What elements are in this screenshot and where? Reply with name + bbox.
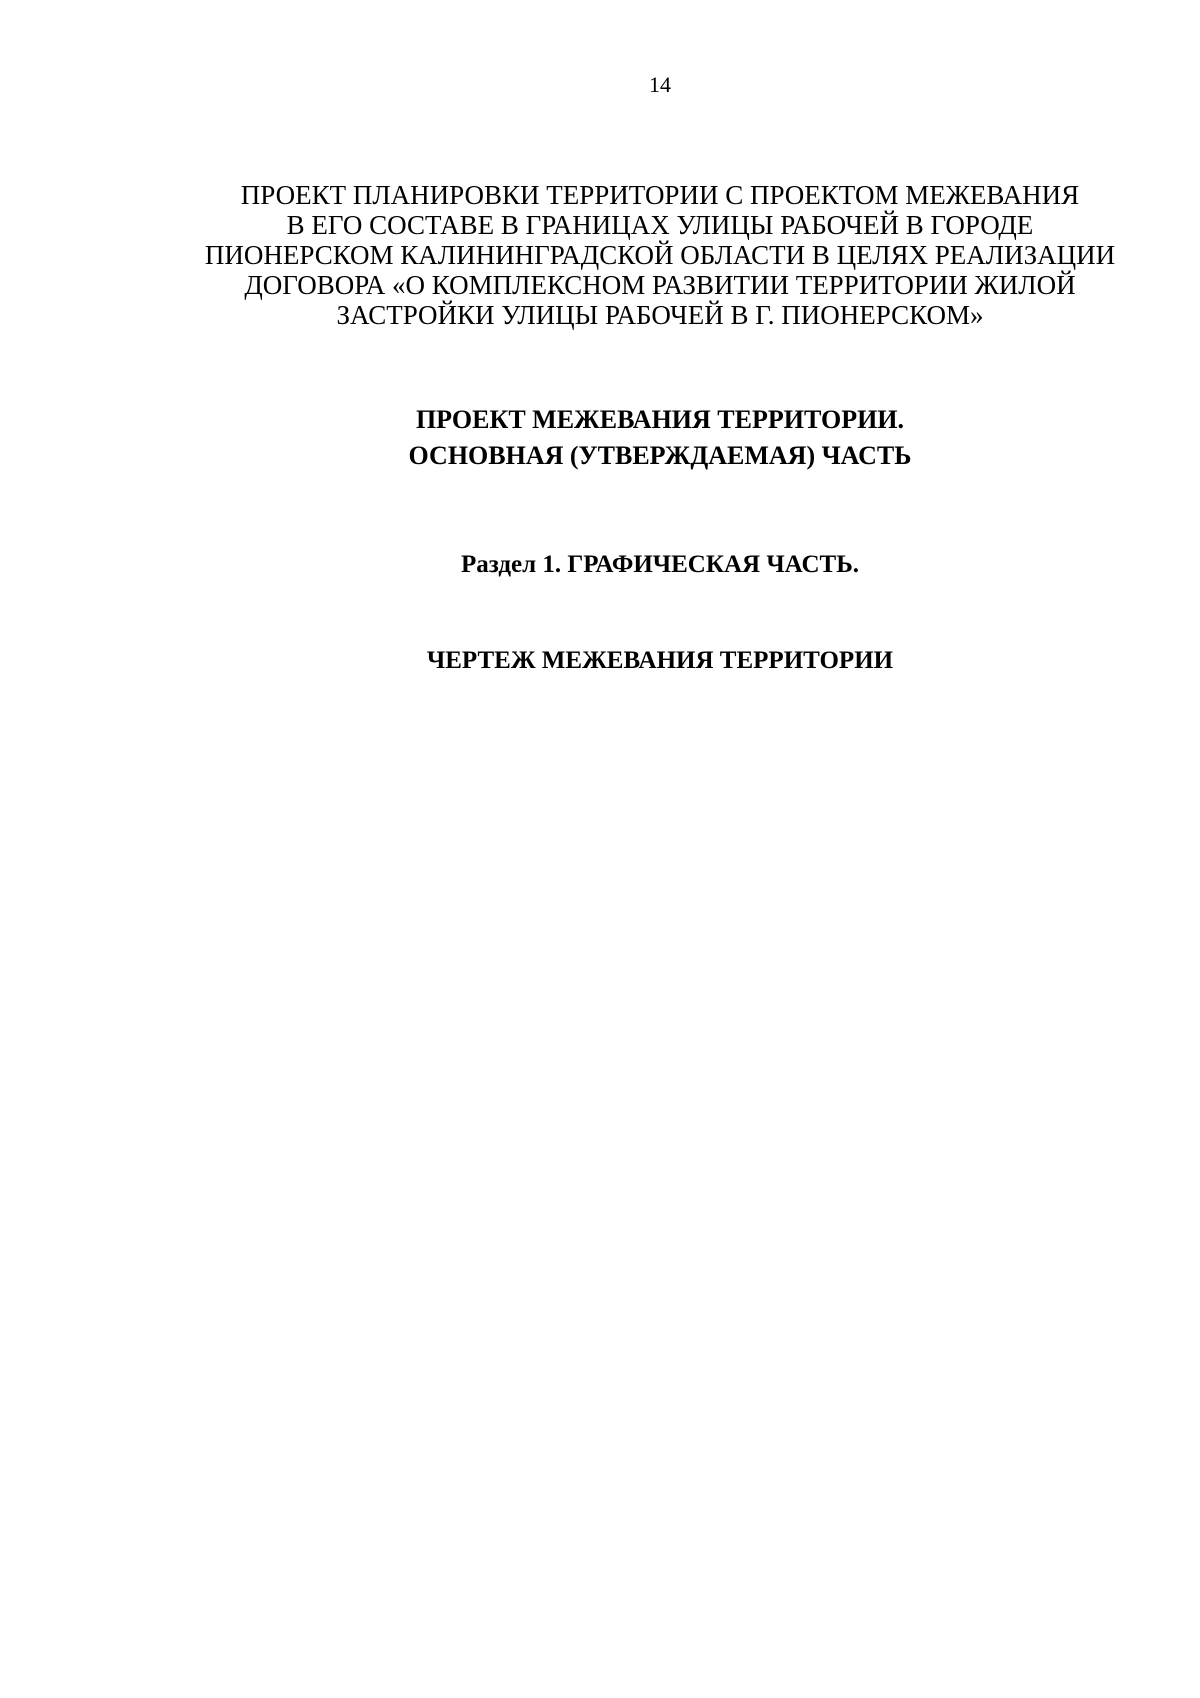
document-title-line: ДОГОВОРА «О КОМПЛЕКСНОМ РАЗВИТИИ ТЕРРИТОРИИ ЖИЛОЙ xyxy=(244,270,1076,300)
document-subtitle-line: ПРОЕКТ МЕЖЕВАНИЯ ТЕРРИТОРИИ. xyxy=(415,405,905,434)
document-title-line: В ЕГО СОСТАВЕ В ГРАНИЦАХ УЛИЦЫ РАБОЧЕЙ В ГОРОДЕ xyxy=(286,210,1034,240)
drawing-heading: ЧЕРТЕЖ МЕЖЕВАНИЯ ТЕРРИТОРИИ xyxy=(426,647,894,674)
page-number: 14 xyxy=(649,72,671,97)
document-title xyxy=(170,180,1150,330)
document-subtitle-line: ОСНОВНАЯ (УТВЕРЖДАЕМАЯ) ЧАСТЬ xyxy=(408,441,912,470)
document-subtitle xyxy=(170,402,1150,474)
document-title-line: ПРОЕКТ ПЛАНИРОВКИ ТЕРРИТОРИИ С ПРОЕКТОМ МЕЖЕВАНИЯ xyxy=(240,180,1080,210)
document-title-line: ЗАСТРОЙКИ УЛИЦЫ РАБОЧЕЙ В Г. ПИОНЕРСКОМ» xyxy=(336,300,984,330)
section-heading: Раздел 1. ГРАФИЧЕСКАЯ ЧАСТЬ. xyxy=(461,551,859,578)
document-title-line: ПИОНЕРСКОМ КАЛИНИНГРАДСКОЙ ОБЛАСТИ В ЦЕЛЯХ РЕАЛИЗАЦИИ xyxy=(204,240,1116,270)
